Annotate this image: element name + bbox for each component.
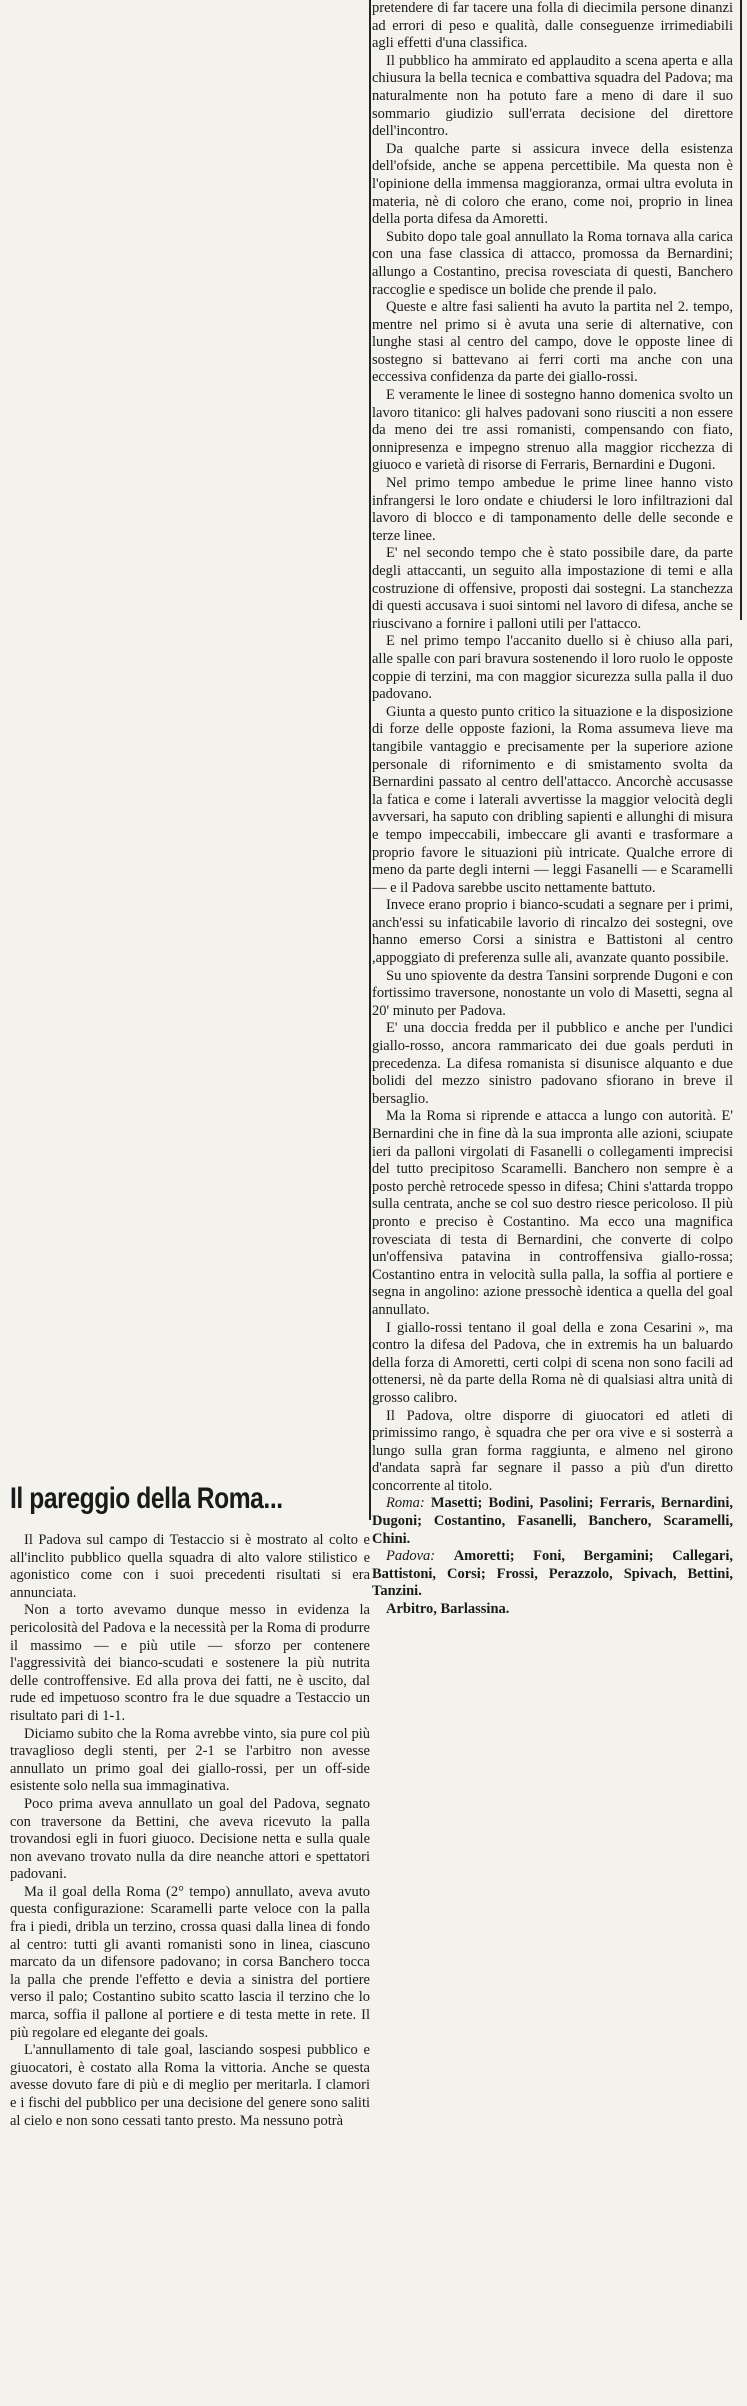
column-rule (369, 0, 371, 1520)
lineup-padova-label: Padova: (386, 1548, 436, 1565)
paragraph: Il pubblico ha ammirato ed applaudito a scena aperta e alla chiusura la bella tecnica e combattiva squadra del Padova; ma naturalmente non ha potuto fare a meno di dare il suo sommario giudizio sull'errata decisione del direttore dell'incontro. (372, 52, 733, 140)
paragraph: Il Padova sul campo di Testaccio si è mostrato al colto e all'inclito pubblico quella squadra di alto valore stilistico e agonistico come con i suoi precedenti risultati si era annunciata. (10, 1532, 370, 1601)
article-headline: Il pareggio della Roma... (10, 1482, 283, 1515)
paragraph: I giallo-rossi tentano il goal della e zona Cesarini », ma contro la difesa del Padova, che in extremis ha un baluardo della forza di Amoretti, certi colpi di scena non sono facili ad ottenersi, nè da parte della Roma nè di qualsiasi altra unità di grosso calibro. (372, 1319, 733, 1406)
paragraph: pretendere di far tacere una folla di diecimila persone dinanzi ad errori di peso e qualità, dalle conseguenze irrimediabili agli effetti d'una classifica. (372, 0, 733, 52)
paragraph: Poco prima aveva annullato un goal del Padova, segnato con traversone da Bettini, che aveva ricevuto la palla trovandosi egli in fuori giuoco. Decisione netta e sulla quale non avevano trovato nulla da dire neanche attori e spettatori padovani. (10, 1795, 370, 1883)
paragraph: Ma la Roma si riprende e attacca a lungo con autorità. E' Bernardini che in fine dà la sua impronta alle azioni, sciupate ieri da palloni virgolati di Fasanelli o collegamenti imprecisi del tutto precipitoso Scaramelli. Banchero non sempre è a posto perchè retrocede spesso in difesa; Chini s'attarda troppo sulla centrata, anche se col suo destro riesce pericoloso. Il più pronto e preciso è Costantino. Ma ecco una magnifica rovesciata di testa di Bernardini, che converte di colpo un'offensiva patavina in controffensiva giallo-rossa; Costantino entra in velocità sulla palla, la soffia al portiere e segna in angolino: azione pressochè identica a quella del goal annullato. (372, 1108, 733, 1318)
paragraph: E nel primo tempo l'accanito duello si è chiuso alla pari, alle spalle con pari bravura sostenendo il loro ruolo le opposte coppie di terzini, ma con maggior sicurezza sulla palla il duo padovano. (372, 633, 733, 703)
paragraph: Diciamo subito che la Roma avrebbe vinto, sia pure col più travaglioso degli stenti, per 2-1 se l'arbitro non avesse annullato un primo goal dei giallo-rossi, per un off-side esistente solo nella sua immaginativa. (10, 1725, 370, 1795)
paragraph: E' una doccia fredda per il pubblico e anche per l'undici giallo-rosso, ancora rammaricato dei due goals perduti in precedenza. La difesa romanista si disunisce alquanto e due bolidi del mezzo sinistro padovano sfiorano in breve il bersaglio. (372, 1020, 733, 1107)
paragraph: Ma il goal della Roma (2° tempo) annullato, aveva avuto questa configurazione: Scaramelli parte veloce con la palla fra i piedi, dribla un terzino, crossa quasi dalla linea di fondo al centro: tutti gli avanti romanisti sono in linea, ciascuno marcato da un difensore padovano; in corsa Banchero tocca la palla che prende l'effetto e devia a sinistra del portiere verso il palo; Costantino subito scatto lascia il terzino che lo marca, soffia il pallone al portiere e di testa mette in rete. Il più regolare ed elegante dei goals. (10, 1883, 370, 2041)
article-left-column (10, 1532, 370, 2130)
paragraph: L'annullamento di tale goal, lasciando sospesi pubblico e giuocatori, è costato alla Roma la vittoria. Anche se questa avesse dovuto fare di più e di meglio per meritarla. I clamori e i fischi del pubblico per una decisione del genere sono saliti al cielo e non sono cessati tanto presto. Ma nessuno potrà (10, 2042, 370, 2129)
lineup-roma (372, 1495, 733, 1548)
paragraph: Subito dopo tale goal annullato la Roma tornava alla carica con una fase classica di attacco, promossa da Bernardini; allungo a Costantino, precisa rovesciata di questi, Banchero raccoglie e spedisce un bolide che prende il palo. (372, 228, 733, 298)
lineup-roma-label: Roma: (386, 1495, 425, 1512)
article-middle-column (372, 0, 733, 1619)
paragraph: Su uno spiovente da destra Tansini sorprende Dugoni e con fortissimo traversone, nonostante un volo di Masetti, segna al 20' minuto per Padova. (372, 967, 733, 1019)
paragraph: Nel primo tempo ambedue le prime linee hanno visto infrangersi le loro ondate e chiudersi le loro infiltrazioni dal lavoro di blocco e di tamponamento delle delle seconde e terze linee. (372, 475, 733, 544)
lineup-padova (372, 1548, 733, 1601)
paragraph: Il Padova, oltre disporre di giuocatori ed atleti di primissimo rango, è squadra che per ora vive e si sosterrà a lungo sulla gran forma raggiunta, e almeno nel girono d'andata saprà far segnare il passo a più d'un diretto concorrente al titolo. (372, 1407, 733, 1494)
lineup-roma-players: Masetti; Bodini, Pasolini; Ferraris, Bernardini, Dugoni; Costantino, Fasanelli, Banchero, Scaramelli, Chini. (372, 1495, 733, 1547)
lineup-padova-players: Amoretti; Foni, Bergamini; Callegari, Battistoni, Corsi; Frossi, Perazzolo, Spivach, Bettini, Tanzini. (372, 1548, 733, 1600)
paragraph: Non a torto avevamo dunque messo in evidenza la pericolosità del Padova e la necessità per la Roma di produrre il massimo — e più utile — sforzo per contenere l'aggressività dei bianco-scudati e sostenere la più nutrita delle controffensive. Ed alla prova dei fatti, ne è uscito, dal rude ed impetuoso scontro fra le due squadre a Testaccio un risultato pari di 1-1. (10, 1602, 370, 1724)
lineup-referee (372, 1601, 733, 1619)
referee: Arbitro, Barlassina. (386, 1601, 510, 1618)
paragraph: Da qualche parte si assicura invece della esistenza dell'ofside, anche se appena percettibile. Ma questa non è l'opinione della immensa maggioranza, ormai ultra evoluta in materia, nè di coloro che erano, come noi, proprio in linea della porta difesa da Amoretti. (372, 140, 733, 228)
paragraph: Queste e altre fasi salienti ha avuto la partita nel 2. tempo, mentre nel primo si è avuta una serie di alternative, con lunghe stasi al centro del campo, dove le opposte linee di sostegno si battevano ai ferri corti ma anche con una eccessiva confidenza da parte dei giallo-rossi. (372, 299, 733, 386)
paragraph: Giunta a questo punto critico la situazione e la disposizione di forze delle opposte fazioni, la Roma assumeva lieve ma tangibile vantaggio e precisamente per la superiore azione personale di rifornimento e di smistamento svolta da Bernardini passato al centro dell'attacco. Ancorchè accusasse la fatica e come i laterali avvertisse la maggior velocità degli avversari, ha saputo con dribling sapienti e allunghi di misura e tempo impeccabili, imbeccare gli avanti e trasformare a proprio favore le situazioni più intricate. Qualche errore di meno da parte degli interni — leggi Fasanelli — e Scaramelli — e il Padova sarebbe uscito nettamente battuto. (372, 703, 733, 896)
column-rule-right (740, 0, 742, 620)
paragraph: E' nel secondo tempo che è stato possibile dare, da parte degli attaccanti, un seguito alla impostazione di temi e alla costruzione di offensive, proposti dai sostegni. La stanchezza di questi accusava i suoi sintomi nel lavoro di difesa, anche se riuscivano a fornire i palloni utili per l'attacco. (372, 545, 733, 632)
paragraph: Invece erano proprio i bianco-scudati a segnare per i primi, anch'essi su infaticabile lavorio di rincalzo dei sostegni, ove hanno emerso Corsi a sinistra e Battistoni al centro ,appoggiato di preferenza sulle ali, avanzate quanto possibile. (372, 897, 733, 967)
paragraph: E veramente le linee di sostegno hanno domenica svolto un lavoro titanico: gli halves padovani sono riusciti a non essere da meno dei tre assi romanisti, compensando con fiato, onnipresenza e impegno strenuo alla maggior ricchezza di giuoco e varietà di risorse di Ferraris, Bernardini e Dugoni. (372, 387, 733, 474)
